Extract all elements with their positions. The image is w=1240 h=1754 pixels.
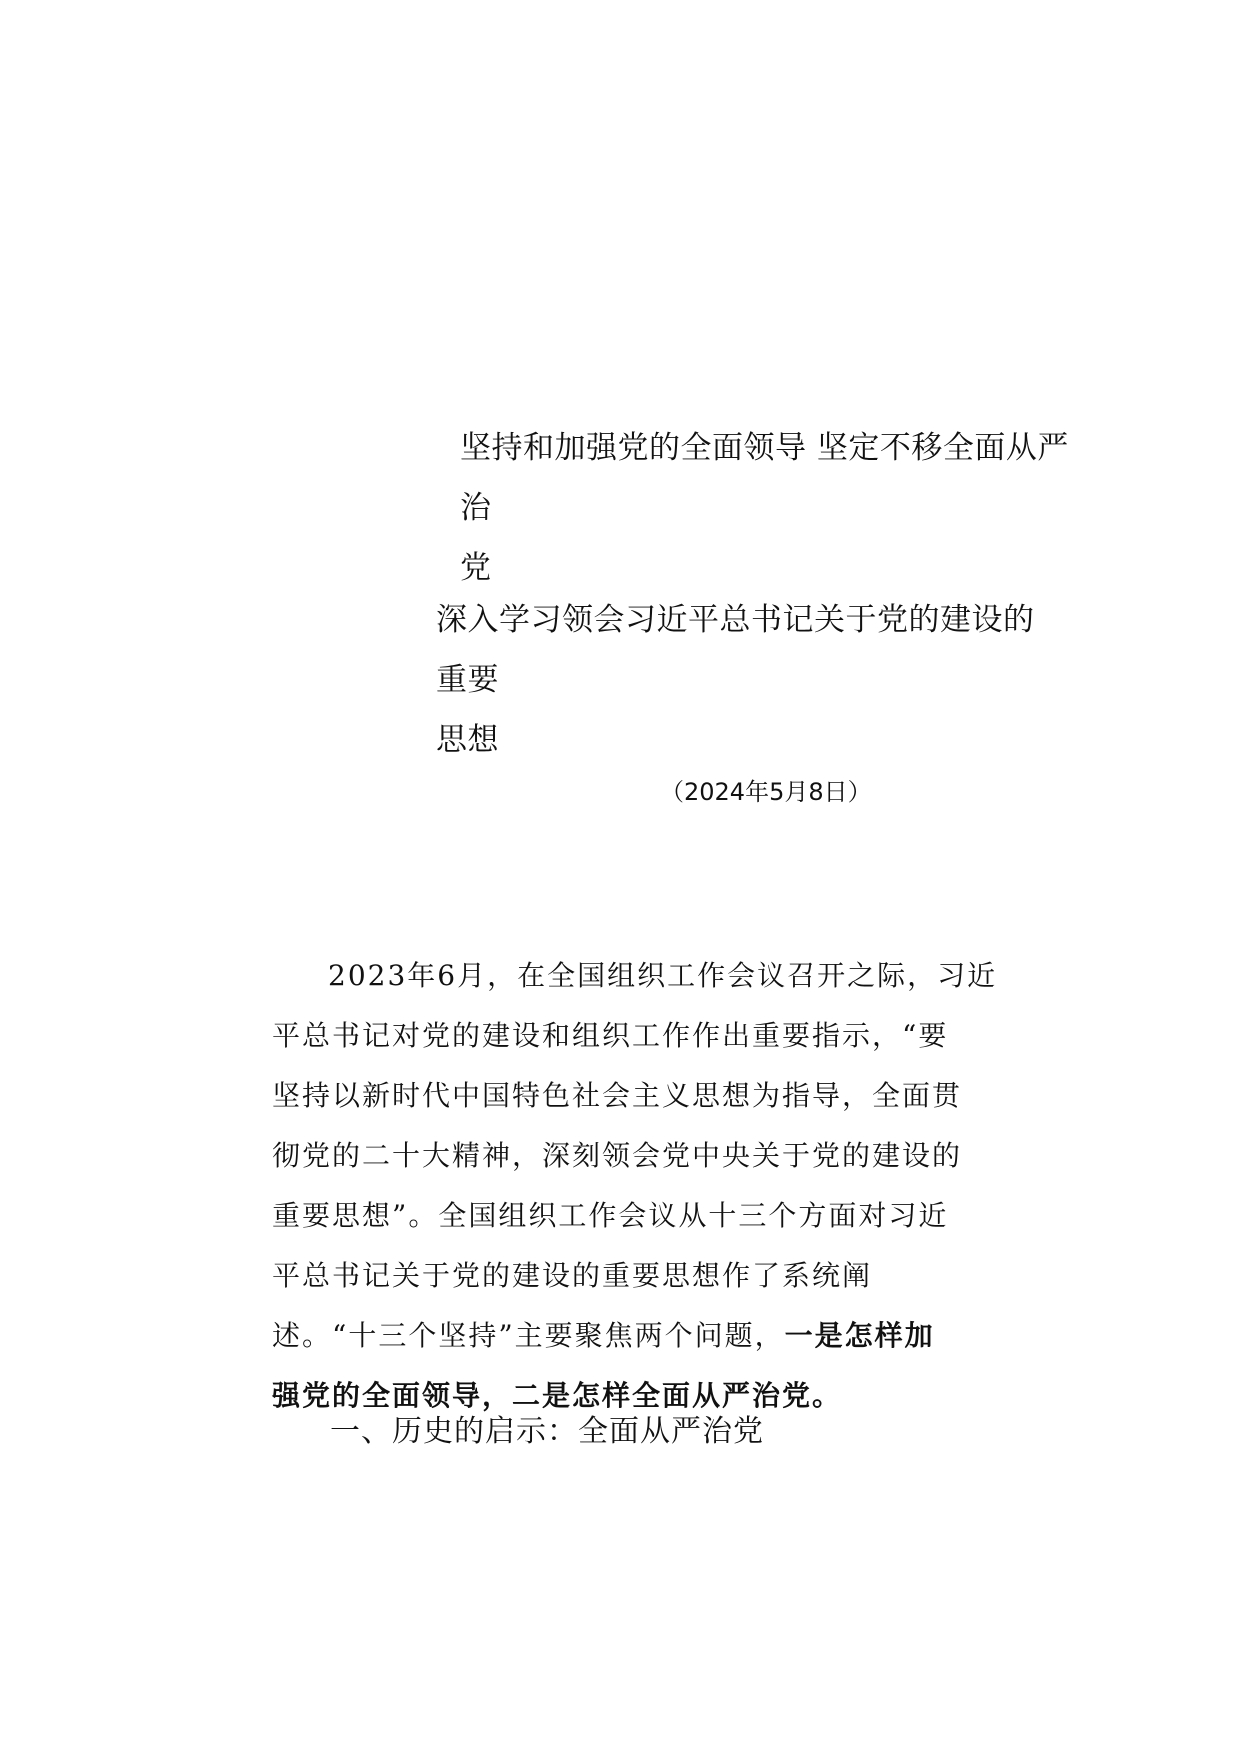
document-subtitle — [436, 590, 1056, 770]
intro-paragraph — [272, 946, 998, 1426]
paragraph-line — [272, 1306, 972, 1366]
paragraph-line: 重要思想”。全国组织工作会议从十三个方面对习近 — [272, 1199, 949, 1232]
paragraph-line: 彻党的二十大精神，深刻领会党中央关于党的建设的 — [272, 1139, 963, 1172]
document-date: （2024年5月8日） — [660, 778, 872, 806]
document-subtitle-line-1: 深入学习领会习近平总书记关于党的建设的重要 — [436, 602, 1035, 698]
document-title-line-1: 坚持和加强党的全面领导 坚定不移全面从严治 — [460, 430, 1069, 526]
paragraph-line — [272, 946, 998, 1006]
paragraph-line: 平总书记对党的建设和组织工作作出重要指示，“要 — [272, 1019, 949, 1052]
paragraph-line-text: 2023年6月，在全国组织工作会议召开之际，习近 — [328, 959, 998, 992]
paragraph-line: 坚持以新时代中国特色社会主义思想为指导，全面贯 — [272, 1079, 963, 1112]
document-subtitle-line-2: 思想 — [436, 722, 499, 758]
emphasis-text: 一是怎样加 — [784, 1319, 935, 1352]
document-title-line-2: 党 — [460, 550, 492, 586]
document-title — [460, 418, 1080, 598]
section-heading: 一、历史的启示：全面从严治党 — [330, 1414, 764, 1449]
paragraph-line: 平总书记关于党的建设的重要思想作了系统阐 — [272, 1259, 873, 1292]
emphasis-line: 强党的全面领导，二是怎样全面从严治党。 — [272, 1379, 843, 1412]
paragraph-line-text: 述。“十三个坚持”主要聚焦两个问题， — [272, 1319, 785, 1352]
